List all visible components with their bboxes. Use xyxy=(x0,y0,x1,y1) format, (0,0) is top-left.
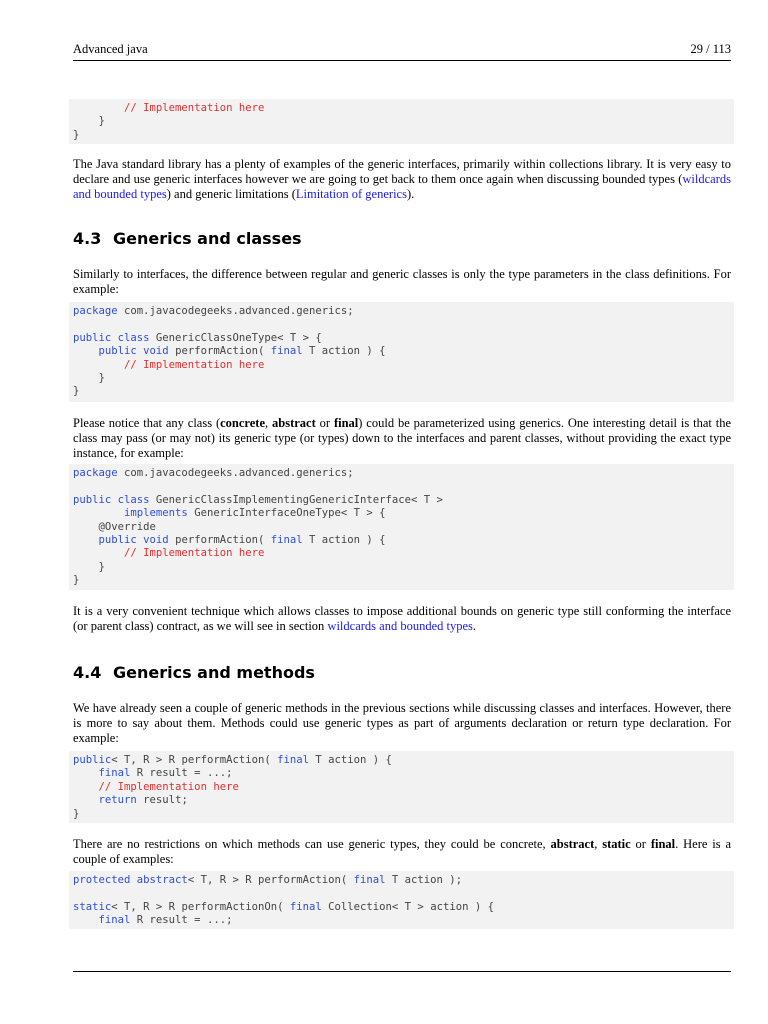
link-wildcards-bounded-types[interactable]: wildcards and bounded types xyxy=(73,172,731,201)
link-wildcards-bounded-types-2[interactable]: wildcards and bounded types xyxy=(327,619,473,633)
paragraph-convenient-technique xyxy=(73,604,731,634)
paragraph-generic-classes: Similarly to interfaces, the difference between regular and generic classes is only the type parameters in the class definitions. For example: xyxy=(73,267,731,296)
code-text xyxy=(73,547,124,559)
paragraph-text: The Java standard library has a plenty of examples of the generic interfaces, primarily within collections library. It is very easy to declare and use generic interfaces however we are going to get back to them once again when discussing bounded types ( xyxy=(73,157,731,186)
code-line xyxy=(73,887,734,900)
code-line xyxy=(73,561,734,574)
paragraph-generic-methods: We have already seen a couple of generic methods in the previous sections while discussing classes and interfaces. However, there is more to say about them. Methods could use generic types as part of arguments declaration or return type declaration. For example: xyxy=(73,701,731,745)
section-heading-4-4 xyxy=(73,663,315,682)
bold-term: static xyxy=(602,837,631,851)
code-line xyxy=(73,467,734,480)
code-text: } xyxy=(73,115,105,128)
code-keyword: static xyxy=(73,900,112,913)
code-text xyxy=(73,767,99,779)
code-text: T action ) { xyxy=(309,754,392,766)
page-number: 29 / 113 xyxy=(690,42,731,56)
paragraph-text: ). xyxy=(406,187,415,201)
code-text: com.javacodegeeks.advanced.generics; xyxy=(117,305,354,317)
code-keyword: final xyxy=(270,345,303,358)
code-comment: // Implementation here xyxy=(124,358,265,371)
code-text: T action ) { xyxy=(302,533,386,546)
paragraph-text: , xyxy=(265,416,273,430)
code-keyword: public class xyxy=(73,331,150,344)
code-text: R result = ...; xyxy=(130,767,233,780)
code-text: < T, R > R performAction( xyxy=(187,874,354,886)
code-line xyxy=(73,794,734,807)
code-text xyxy=(73,781,99,793)
document-title: Advanced java xyxy=(73,42,148,56)
paragraph-text: or xyxy=(630,837,651,851)
paragraph-parameterized-classes xyxy=(73,416,731,461)
code-text: @Override xyxy=(73,520,156,533)
code-line xyxy=(73,901,734,914)
code-line xyxy=(73,914,734,927)
code-line xyxy=(73,480,734,493)
page-header xyxy=(73,40,731,61)
code-text: Collection< T > action ) { xyxy=(321,900,494,913)
code-keyword: public xyxy=(73,754,112,766)
code-comment: // Implementation here xyxy=(98,780,239,793)
code-comment: // Implementation here xyxy=(124,102,265,114)
section-title: Generics and methods xyxy=(113,663,315,682)
code-line xyxy=(73,305,734,318)
code-line xyxy=(73,332,734,345)
code-line xyxy=(73,345,734,358)
code-text: com.javacodegeeks.advanced.generics; xyxy=(117,467,354,479)
code-text: < T, R > R performActionOn( xyxy=(111,900,290,913)
paragraph-text: . xyxy=(472,619,476,633)
paragraph-text: Please notice that any class ( xyxy=(73,416,221,430)
code-block-3 xyxy=(69,464,734,590)
code-line xyxy=(73,574,734,587)
code-line xyxy=(73,385,734,398)
code-text: T action ); xyxy=(385,874,463,886)
code-text xyxy=(73,534,99,546)
code-line xyxy=(73,808,734,821)
code-line xyxy=(73,781,734,794)
code-text xyxy=(73,102,124,114)
code-text: } xyxy=(73,128,80,141)
code-text: } xyxy=(73,385,80,398)
code-keyword: final xyxy=(353,874,386,886)
bold-term: final xyxy=(650,837,676,851)
code-line xyxy=(73,359,734,372)
code-block-1 xyxy=(69,99,734,144)
code-block-4 xyxy=(69,751,734,823)
code-text: R result = ...; xyxy=(130,914,233,927)
code-line xyxy=(73,494,734,507)
code-text: } xyxy=(73,807,80,820)
paragraph-text: It is a very convenient technique which allows classes to impose additional bounds on generic type still conforming the interface (or parent class) contract, as we will see in section xyxy=(73,604,731,633)
code-line xyxy=(73,507,734,520)
code-text: GenericInterfaceOneType< T > { xyxy=(187,507,386,520)
code-keyword: public void xyxy=(98,345,169,358)
paragraph-text: There are no restrictions on which methods can use generic types, they could be concrete, xyxy=(73,837,551,851)
paragraph-generic-interfaces xyxy=(73,157,731,202)
code-line xyxy=(73,102,734,115)
code-text xyxy=(73,794,99,806)
bold-term: final xyxy=(333,416,359,430)
code-line xyxy=(73,372,734,385)
paragraph-text: or xyxy=(315,416,334,430)
code-keyword: final xyxy=(277,754,309,766)
code-text xyxy=(73,507,124,519)
paragraph-text: ) and generic limitations ( xyxy=(166,187,296,201)
section-number: 4.4 xyxy=(73,663,102,682)
code-text: } xyxy=(73,560,105,573)
section-heading-4-3 xyxy=(73,229,302,248)
code-text: result; xyxy=(136,794,188,807)
code-text: performAction( xyxy=(168,533,271,546)
code-line xyxy=(73,129,734,142)
code-text: performAction( xyxy=(168,345,271,358)
code-text: < T, R > R performAction( xyxy=(111,754,278,766)
section-title: Generics and classes xyxy=(113,229,302,248)
code-keyword: package xyxy=(73,467,118,479)
paragraph-text: ) could be parameterized using generics. One interesting detail is that the class may pass (or may not) its generic type (or types) down to the interfaces and parent classes, without providing the exact type instance, for example: xyxy=(73,416,732,460)
code-text xyxy=(73,345,99,357)
code-text: } xyxy=(73,371,105,384)
code-keyword: protected abstract xyxy=(73,874,188,886)
code-line xyxy=(73,115,734,128)
code-line xyxy=(73,874,734,887)
code-text xyxy=(73,359,124,371)
section-number: 4.3 xyxy=(73,229,102,248)
code-line xyxy=(73,754,734,767)
code-keyword: implements xyxy=(124,507,188,520)
bold-term: abstract xyxy=(272,416,316,430)
bold-term: concrete xyxy=(220,416,266,430)
paragraph-text: , xyxy=(594,837,603,851)
code-line xyxy=(73,521,734,534)
code-keyword: public class xyxy=(73,493,150,506)
code-block-2 xyxy=(69,302,734,402)
link-limitation-of-generics[interactable]: Limitation of generics xyxy=(295,187,407,201)
code-keyword: final xyxy=(270,533,303,546)
code-keyword: package xyxy=(73,305,118,317)
code-text xyxy=(73,914,99,926)
code-line xyxy=(73,767,734,780)
code-block-5 xyxy=(69,871,734,929)
code-keyword: final xyxy=(98,914,131,927)
paragraph-text: . Here is a couple of examples: xyxy=(73,837,731,866)
code-line xyxy=(73,318,734,331)
code-comment: // Implementation here xyxy=(124,547,265,560)
code-text: GenericClassImplementingGenericInterface< T > xyxy=(149,493,443,506)
code-text: } xyxy=(73,574,80,587)
paragraph-method-restrictions xyxy=(73,837,731,867)
code-keyword: final xyxy=(289,900,322,913)
code-keyword: final xyxy=(98,767,131,780)
code-line xyxy=(73,547,734,560)
footer-rule xyxy=(73,971,731,972)
code-keyword: return xyxy=(98,794,137,807)
bold-term: abstract xyxy=(550,837,595,851)
code-line xyxy=(73,534,734,547)
code-text: T action ) { xyxy=(302,345,386,358)
code-keyword: public void xyxy=(98,533,169,546)
code-text: GenericClassOneType< T > { xyxy=(149,331,322,344)
